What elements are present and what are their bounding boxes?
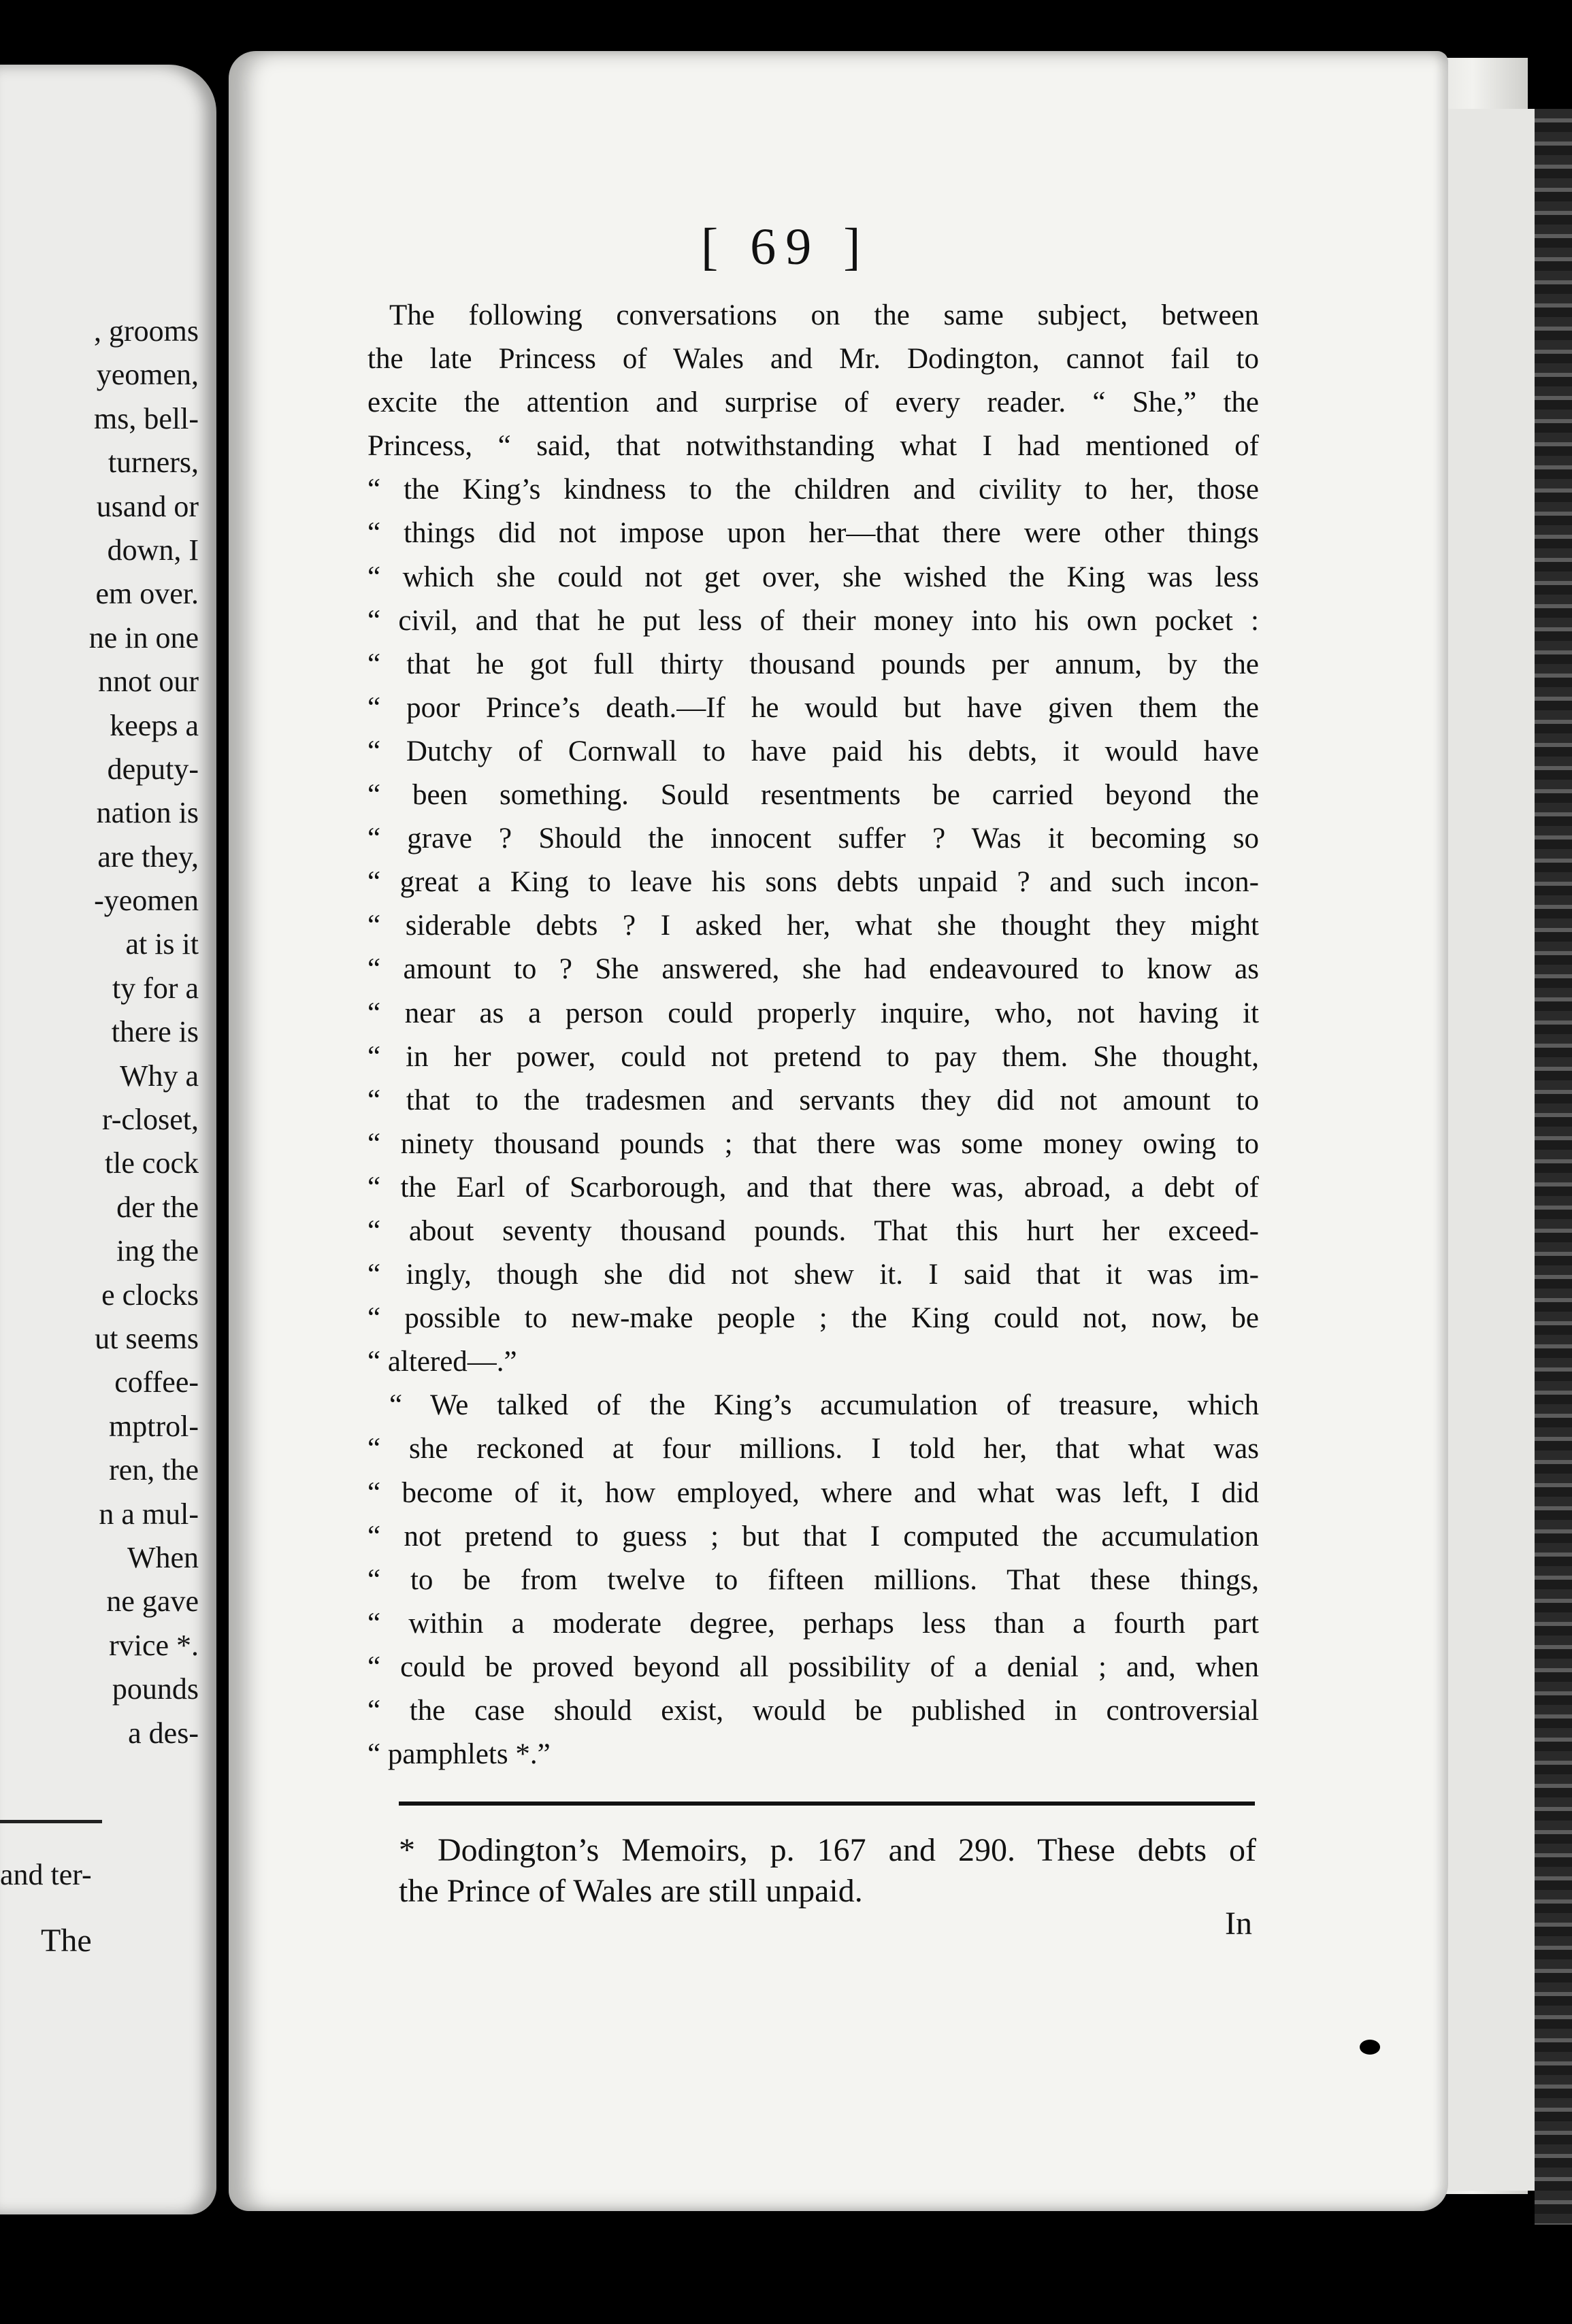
text-line: “ poor Prince’s death.—If he would but have given them the bbox=[367, 691, 1259, 724]
text-line: “ near as a person could properly inquire, who, not having it bbox=[367, 997, 1259, 1029]
text-line: “ that to the tradesmen and servants they did not amount to bbox=[367, 1084, 1259, 1116]
text-line: The following conversations on the same subject, between bbox=[389, 299, 1259, 331]
text-line: “ ninety thousand pounds ; that there was some money owing to bbox=[367, 1127, 1259, 1160]
text-line: “ could be proved beyond all possibility of a denial ; and, when bbox=[367, 1650, 1259, 1683]
text-line: “ pamphlets *.” bbox=[367, 1738, 551, 1771]
body-text bbox=[367, 294, 1259, 1776]
left-page bbox=[0, 65, 216, 2214]
left-footnote-rule bbox=[0, 1820, 102, 1823]
left-text-line: nation is bbox=[96, 796, 199, 830]
left-text-line: mptrol- bbox=[109, 1409, 199, 1443]
text-line: “ grave ? Should the innocent suffer ? Was it becoming so bbox=[367, 823, 1259, 855]
text-line: “ possible to new-make people ; the King could not, now, be bbox=[367, 1302, 1259, 1335]
left-text-line: ty for a bbox=[112, 971, 199, 1005]
left-text-line: keeps a bbox=[110, 708, 199, 742]
text-line: “ which she could not get over, she wished the King was less bbox=[367, 561, 1259, 593]
text-line: “ civil, and that he put less of their money into his own pocket : bbox=[367, 604, 1259, 637]
left-text-line: deputy- bbox=[107, 752, 199, 786]
text-line: “ things did not impose upon her—that there were other things bbox=[367, 517, 1259, 550]
text-line: “ that he got full thirty thousand pounds per annum, by the bbox=[367, 648, 1259, 680]
footnote-rule bbox=[399, 1802, 1255, 1806]
left-text-line: -yeomen bbox=[94, 884, 199, 918]
text-line: “ Dutchy of Cornwall to have paid his debts, it would have bbox=[367, 735, 1259, 767]
left-text-line: there is bbox=[111, 1015, 199, 1049]
catchword: In bbox=[1225, 1906, 1252, 1942]
footnote-line: * Dodington’s Memoirs, p. 167 and 290. These debts of bbox=[399, 1832, 1256, 1868]
text-line: “ become of it, how employed, where and what was left, I did bbox=[367, 1476, 1259, 1509]
left-text-line: e clocks bbox=[101, 1278, 199, 1312]
left-text-line: rvice *. bbox=[109, 1628, 199, 1662]
text-line: “ the case should exist, would be published in controversial bbox=[367, 1695, 1259, 1727]
left-text-line: em over. bbox=[95, 577, 199, 611]
text-line: Princess, “ said, that notwithstanding what I had mentioned of bbox=[367, 430, 1259, 463]
text-line: “ been something. Sould resentments be carried beyond the bbox=[367, 779, 1259, 812]
left-footnote-fragment: and ter- bbox=[0, 1858, 92, 1891]
left-text-line: ne gave bbox=[106, 1584, 199, 1618]
ink-blot bbox=[1360, 2040, 1380, 2055]
footnote-line: the Prince of Wales are still unpaid. bbox=[399, 1873, 863, 1909]
left-text-line: are they, bbox=[97, 840, 199, 874]
left-text-line: nnot our bbox=[98, 665, 199, 699]
book-cover-edge bbox=[1535, 109, 1572, 2225]
left-text-line: coffee- bbox=[114, 1365, 199, 1399]
left-text-line: yeomen, bbox=[96, 358, 199, 392]
text-line: “ she reckoned at four millions. I told her, that what was bbox=[367, 1433, 1259, 1465]
left-text-line: usand or bbox=[96, 489, 199, 523]
left-text-line: at is it bbox=[125, 927, 199, 961]
left-catchword: The bbox=[41, 1923, 92, 1959]
text-line: “ about seventy thousand pounds. That this hurt her exceed- bbox=[367, 1214, 1259, 1247]
text-line: “ the Earl of Scarborough, and that there was, abroad, a debt of bbox=[367, 1171, 1259, 1204]
left-text-line: ms, bell- bbox=[94, 401, 199, 435]
left-text-line: der the bbox=[116, 1190, 199, 1224]
text-line: the late Princess of Wales and Mr. Dodington, cannot fail to bbox=[367, 343, 1259, 376]
left-text-line: r-closet, bbox=[101, 1103, 199, 1137]
left-text-line: When bbox=[127, 1540, 199, 1574]
left-text-line: ren, the bbox=[109, 1453, 199, 1487]
left-text-line: ing the bbox=[116, 1234, 199, 1268]
text-line: “ in her power, could not pretend to pay them. She thought, bbox=[367, 1040, 1259, 1073]
text-line: “ not pretend to guess ; but that I computed the accumulation bbox=[367, 1520, 1259, 1553]
left-text-line: Why a bbox=[119, 1059, 199, 1093]
back-pages-far-edge bbox=[1443, 109, 1541, 2191]
left-text-line: pounds bbox=[112, 1672, 199, 1706]
text-line: “ ingly, though she did not shew it. I said that it was im- bbox=[367, 1259, 1259, 1291]
left-text-line: tle cock bbox=[104, 1146, 199, 1180]
text-line: “ altered—.” bbox=[367, 1346, 517, 1378]
left-text-line: n a mul- bbox=[99, 1497, 199, 1531]
left-text-line: a des- bbox=[128, 1716, 199, 1750]
text-line: excite the attention and surprise of every reader. “ She,” the bbox=[367, 386, 1259, 419]
text-line: “ We talked of the King’s accumulation of treasure, which bbox=[389, 1389, 1259, 1422]
left-text-line: turners, bbox=[108, 446, 199, 480]
footnote bbox=[399, 1830, 1256, 1912]
text-line: “ the King’s kindness to the children and civility to her, those bbox=[367, 474, 1259, 506]
left-text-line: down, I bbox=[107, 533, 199, 567]
page-number: [ 69 ] bbox=[701, 218, 870, 276]
text-line: “ siderable debts ? I asked her, what she thought they might bbox=[367, 910, 1259, 942]
text-line: “ amount to ? She answered, she had endeavoured to know as bbox=[367, 953, 1259, 986]
left-page-text bbox=[0, 310, 204, 1755]
left-text-line: , grooms bbox=[94, 314, 199, 348]
text-line: “ great a King to leave his sons debts unpaid ? and such incon- bbox=[367, 866, 1259, 899]
left-text-line: ut seems bbox=[95, 1321, 199, 1355]
left-text-line: ne in one bbox=[88, 620, 199, 654]
text-line: “ within a moderate degree, perhaps less than a fourth part bbox=[367, 1607, 1259, 1640]
text-line: “ to be from twelve to fifteen millions. That these things, bbox=[367, 1563, 1259, 1596]
